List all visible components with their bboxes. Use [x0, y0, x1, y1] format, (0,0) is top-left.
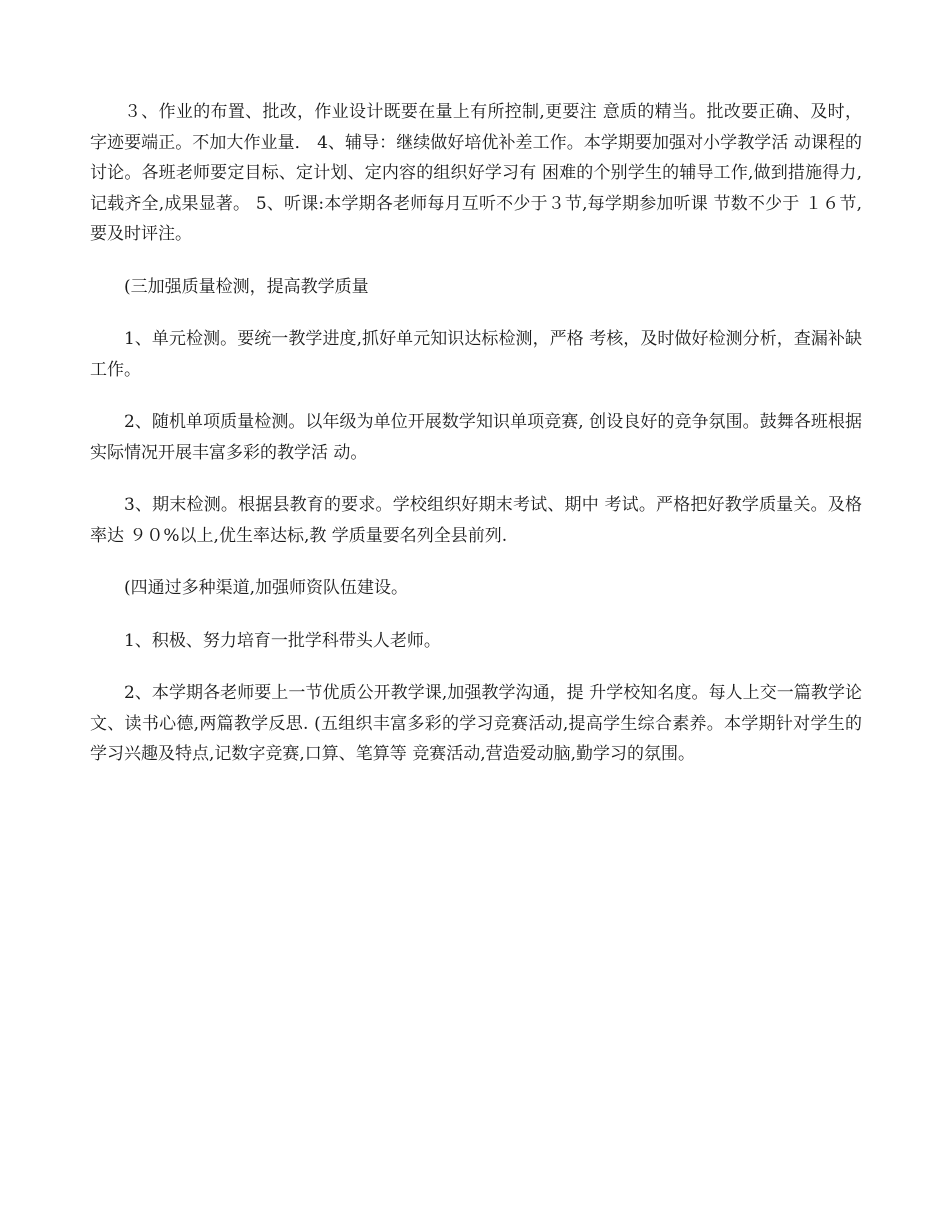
paragraph-random-test: 2、随机单项质量检测。以年级为单位开展数学知识单项竞赛, 创设良好的竞争氛围。鼓舞各班根据实际情况开展丰富多彩的教学活 动。 — [90, 412, 862, 463]
paragraph-open-lessons: 2、本学期各老师要上一节优质公开教学课,加强教学沟通，提 升学校知名度。每人上交一篇教学论文、读书心德,两篇教学反思. (五组织丰富多彩的学习竞赛活动,提高学生综合素养。本学期针对学生的学习兴趣及特点,记数字竞赛,口算、笔算等 竞赛活动,营造爱动脑,勤学习的氛围。 — [90, 683, 862, 764]
section-heading-teachers: (四通过多种渠道,加强师资队伍建设。 — [124, 578, 409, 598]
paragraph-spacer — [90, 604, 862, 626]
paragraph-spacer — [90, 385, 862, 407]
section-heading-quality: (三加强质量检测，提高教学质量 — [124, 276, 369, 297]
paragraph-spacer — [90, 551, 862, 573]
paragraph-homework-guidance: ３、作业的布置、批改，作业设计既要在量上有所控制,更要注 意质的精当。批改要正确、及时，字迹要端正。不加大作业量． 4、辅导：继续做好培优补差工作。本学期要加强对小学教学活 动课程的讨论。各班老师要定目标、定计划、定内容的组织好学习有 困难的个别学生的辅导工作,做到措施得力,记载齐全,成果显著。 5、听课:本学期各老师每月互听不少于３节,每学期参加听课 节数不少于 １６节,要及时评注。 — [90, 102, 862, 244]
paragraph-spacer — [90, 468, 862, 490]
paragraph-final-test: 3、期末检测。根据县教育的要求。学校组织好期末考试、期中 考试。严格把好教学质量关。及格率达 ９０%以上,优生率达标,教 学质量要名列全县前列. — [90, 495, 862, 546]
paragraph-subject-leaders: 1、积极、努力培育一批学科带头人老师。 — [124, 630, 441, 651]
paragraph-spacer — [90, 302, 862, 324]
document-body — [90, 97, 862, 770]
paragraph-unit-test: 1、单元检测。要统一教学进度,抓好单元知识达标检测，严格 考核，及时做好检测分析，查漏补缺工作。 — [90, 329, 862, 380]
paragraph-spacer — [90, 250, 862, 272]
paragraph-spacer — [90, 656, 862, 678]
